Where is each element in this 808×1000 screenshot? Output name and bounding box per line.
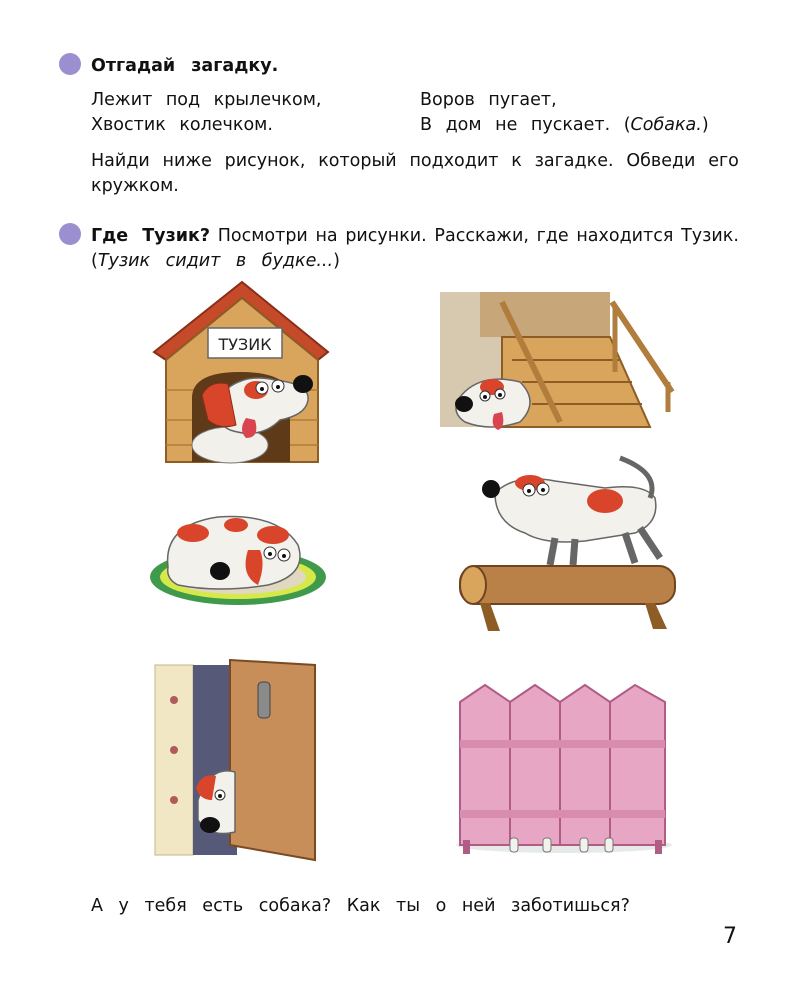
task2-word: на <box>315 226 338 246</box>
task2-line-2 <box>91 249 340 274</box>
task2-word: Посмотри <box>217 226 308 246</box>
task2-line-1 <box>91 224 739 249</box>
riddle-right-line-1: Воров пугает, <box>420 90 557 110</box>
dog-in-doghouse-illustration <box>150 280 335 470</box>
dog-behind-fence-illustration <box>455 680 673 858</box>
riddle-answer: Собака. <box>630 115 702 135</box>
riddle-right-line-2-prefix: В дом не пускает. ( <box>420 115 631 135</box>
instruction-word: ниже <box>162 151 212 171</box>
task2-word: Расскажи, <box>434 226 529 246</box>
instruction-line-1 <box>91 149 739 174</box>
dog-behind-door-illustration <box>150 660 320 860</box>
task2-line-2-suffix: ) <box>333 251 340 271</box>
riddle-left-line-1: Лежит под крылечком, <box>91 90 322 110</box>
dog-on-rug-illustration <box>148 505 328 607</box>
task2-word: находится <box>576 226 674 246</box>
instruction-word: подходит <box>409 151 499 171</box>
riddle-right-line-2 <box>420 113 709 138</box>
task2-example: Тузик сидит в будке... <box>97 251 334 271</box>
instruction-word: к <box>511 151 522 171</box>
riddle-right-line-2-suffix: ) <box>701 115 709 135</box>
circle-bullet-icon <box>59 223 81 245</box>
footer-question: А у тебя есть собака? Как ты о ней заботишься? <box>91 896 630 916</box>
dog-under-stairs-illustration <box>440 292 680 437</box>
task1-title: Отгадай загадку. <box>91 56 279 76</box>
task2-title: Где Тузик? <box>91 226 211 246</box>
instruction-word: Найди <box>91 151 150 171</box>
riddle-left-line-2: Хвостик колечком. <box>91 115 273 135</box>
task2-word: где <box>536 226 569 246</box>
task2-word: Тузик. <box>681 226 739 246</box>
task2-line-2-prefix: ( <box>91 251 98 271</box>
instruction-word: который <box>318 151 397 171</box>
page-number: 7 <box>723 924 737 949</box>
instruction-word: Обведи <box>626 151 696 171</box>
instruction-word: загадке. <box>534 151 614 171</box>
instruction-word: рисунок, <box>224 151 306 171</box>
instruction-word: его <box>708 151 739 171</box>
instruction-line-2: кружком. <box>91 176 179 196</box>
doghouse-sign: ТУЗИК <box>218 335 272 354</box>
circle-bullet-icon <box>59 53 81 75</box>
task2-word: рисунки. <box>345 226 427 246</box>
dog-on-log-illustration <box>455 453 680 635</box>
